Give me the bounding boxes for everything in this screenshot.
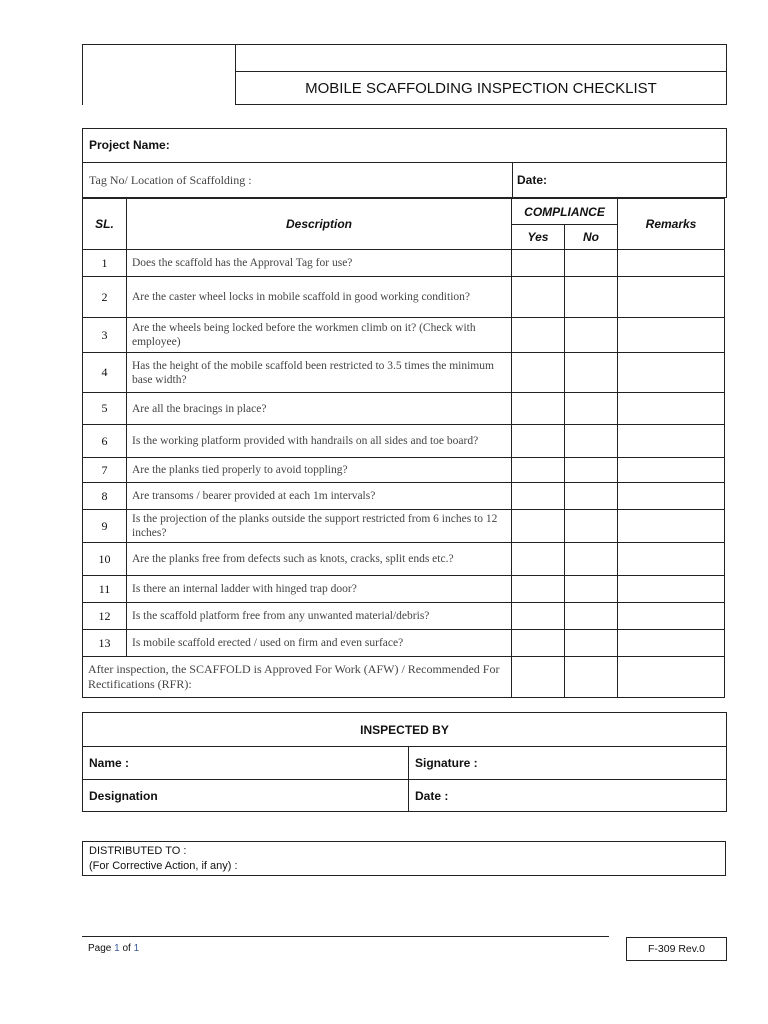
header-sl: SL.	[83, 199, 127, 250]
no-cell[interactable]	[565, 543, 618, 576]
no-cell[interactable]	[565, 458, 618, 483]
logo-area	[82, 44, 236, 105]
no-cell[interactable]	[565, 353, 618, 393]
row-description: Is there an internal ladder with hinged trap door?	[127, 576, 512, 603]
row-description: Are the planks tied properly to avoid toppling?	[127, 458, 512, 483]
form-code-box: F-309 Rev.0	[626, 937, 727, 961]
yes-cell[interactable]	[512, 393, 565, 425]
checklist-row	[83, 630, 725, 657]
project-name-row	[82, 128, 727, 163]
header-compliance: COMPLIANCE	[512, 199, 618, 225]
page-total: 1	[133, 943, 140, 954]
row-description: Are transoms / bearer provided at each 1m intervals?	[127, 483, 512, 510]
no-cell[interactable]	[565, 510, 618, 543]
checklist-row	[83, 318, 725, 353]
remarks-cell[interactable]	[618, 483, 725, 510]
row-sl: 1	[83, 250, 127, 277]
corrective-action-label: (For Corrective Action, if any) :	[89, 860, 238, 872]
project-name-label: Project Name:	[89, 138, 170, 152]
tag-date-divider	[512, 163, 513, 197]
row-sl: 6	[83, 425, 127, 458]
no-cell[interactable]	[565, 250, 618, 277]
yes-cell[interactable]	[512, 483, 565, 510]
remarks-cell[interactable]	[618, 603, 725, 630]
row-description: Is the working platform provided with handrails on all sides and toe board?	[127, 425, 512, 458]
tag-location-row	[82, 162, 727, 198]
inspection-date-field[interactable]: Date :	[409, 780, 727, 812]
yes-cell[interactable]	[512, 510, 565, 543]
tag-location-label: Tag No/ Location of Scaffolding :	[89, 173, 252, 187]
yes-cell[interactable]	[512, 318, 565, 353]
inspection-checklist-table	[82, 198, 725, 698]
checklist-row	[83, 277, 725, 318]
signature-field[interactable]: Signature :	[409, 747, 727, 780]
remarks-cell[interactable]	[618, 318, 725, 353]
row-description: Has the height of the mobile scaffold been restricted to 3.5 times the minimum base width?	[127, 353, 512, 393]
remarks-cell[interactable]	[618, 425, 725, 458]
row-description: Are the wheels being locked before the workmen climb on it? (Check with employee)	[127, 318, 512, 353]
no-cell[interactable]	[565, 630, 618, 657]
name-field[interactable]: Name :	[83, 747, 409, 780]
page-of: of	[122, 943, 131, 954]
row-description: Is mobile scaffold erected / used on firm and even surface?	[127, 630, 512, 657]
no-cell[interactable]	[565, 603, 618, 630]
remarks-cell[interactable]	[618, 250, 725, 277]
remarks-cell[interactable]	[618, 543, 725, 576]
no-cell[interactable]	[565, 657, 618, 698]
yes-cell[interactable]	[512, 353, 565, 393]
row-sl: 9	[83, 510, 127, 543]
yes-cell[interactable]	[512, 630, 565, 657]
checklist-row	[83, 576, 725, 603]
footer-rule	[82, 936, 609, 937]
header-box	[235, 44, 727, 105]
row-sl: 12	[83, 603, 127, 630]
checklist-row	[83, 425, 725, 458]
remarks-cell[interactable]	[618, 393, 725, 425]
row-sl: 4	[83, 353, 127, 393]
row-description: Are the planks free from defects such as knots, cracks, split ends etc.?	[127, 543, 512, 576]
row-description: Is the scaffold platform free from any unwanted material/debris?	[127, 603, 512, 630]
row-sl: 3	[83, 318, 127, 353]
no-cell[interactable]	[565, 277, 618, 318]
no-cell[interactable]	[565, 576, 618, 603]
remarks-cell[interactable]	[618, 458, 725, 483]
remarks-cell[interactable]	[618, 277, 725, 318]
distributed-to-box[interactable]	[82, 841, 726, 876]
row-description: Does the scaffold has the Approval Tag for use?	[127, 250, 512, 277]
header-remarks: Remarks	[618, 199, 725, 250]
row-sl: 5	[83, 393, 127, 425]
no-cell[interactable]	[565, 393, 618, 425]
distributed-to-label: DISTRIBUTED TO :	[89, 845, 187, 857]
page-label: Page	[88, 943, 112, 954]
yes-cell[interactable]	[512, 543, 565, 576]
yes-cell[interactable]	[512, 576, 565, 603]
checklist-row	[83, 483, 725, 510]
row-sl: 2	[83, 277, 127, 318]
checklist-row	[83, 393, 725, 425]
remarks-cell[interactable]	[618, 510, 725, 543]
no-cell[interactable]	[565, 318, 618, 353]
row-sl: 7	[83, 458, 127, 483]
page-title: MOBILE SCAFFOLDING INSPECTION CHECKLIST	[305, 80, 657, 97]
approval-row	[83, 657, 725, 698]
inspected-by-table	[82, 712, 727, 812]
inspected-by-title: INSPECTED BY	[83, 713, 727, 747]
page-number	[88, 943, 139, 954]
checklist-row	[83, 353, 725, 393]
yes-cell[interactable]	[512, 603, 565, 630]
row-description: Are the caster wheel locks in mobile scaffold in good working condition?	[127, 277, 512, 318]
approval-statement: After inspection, the SCAFFOLD is Approved For Work (AFW) / Recommended For Rectifications (RFR):	[83, 657, 512, 698]
checklist-row	[83, 603, 725, 630]
checklist-row	[83, 510, 725, 543]
yes-cell[interactable]	[512, 425, 565, 458]
header-yes: Yes	[512, 225, 565, 250]
date-label: Date:	[517, 173, 548, 187]
row-sl: 13	[83, 630, 127, 657]
yes-cell[interactable]	[512, 250, 565, 277]
yes-cell[interactable]	[512, 458, 565, 483]
yes-cell[interactable]	[512, 657, 565, 698]
no-cell[interactable]	[565, 425, 618, 458]
yes-cell[interactable]	[512, 277, 565, 318]
remarks-cell[interactable]	[618, 576, 725, 603]
header-no: No	[565, 225, 618, 250]
remarks-cell[interactable]	[618, 353, 725, 393]
row-description: Are all the bracings in place?	[127, 393, 512, 425]
page-current: 1	[114, 943, 120, 954]
row-description: Is the projection of the planks outside the support restricted from 6 inches to 12 inches?	[127, 510, 512, 543]
row-sl: 10	[83, 543, 127, 576]
checklist-row	[83, 543, 725, 576]
header-description: Description	[127, 199, 512, 250]
checklist-row	[83, 458, 725, 483]
remarks-cell[interactable]	[618, 630, 725, 657]
checklist-row	[83, 250, 725, 277]
designation-field[interactable]: Designation	[83, 780, 409, 812]
no-cell[interactable]	[565, 483, 618, 510]
remarks-cell[interactable]	[618, 657, 725, 698]
row-sl: 11	[83, 576, 127, 603]
row-sl: 8	[83, 483, 127, 510]
